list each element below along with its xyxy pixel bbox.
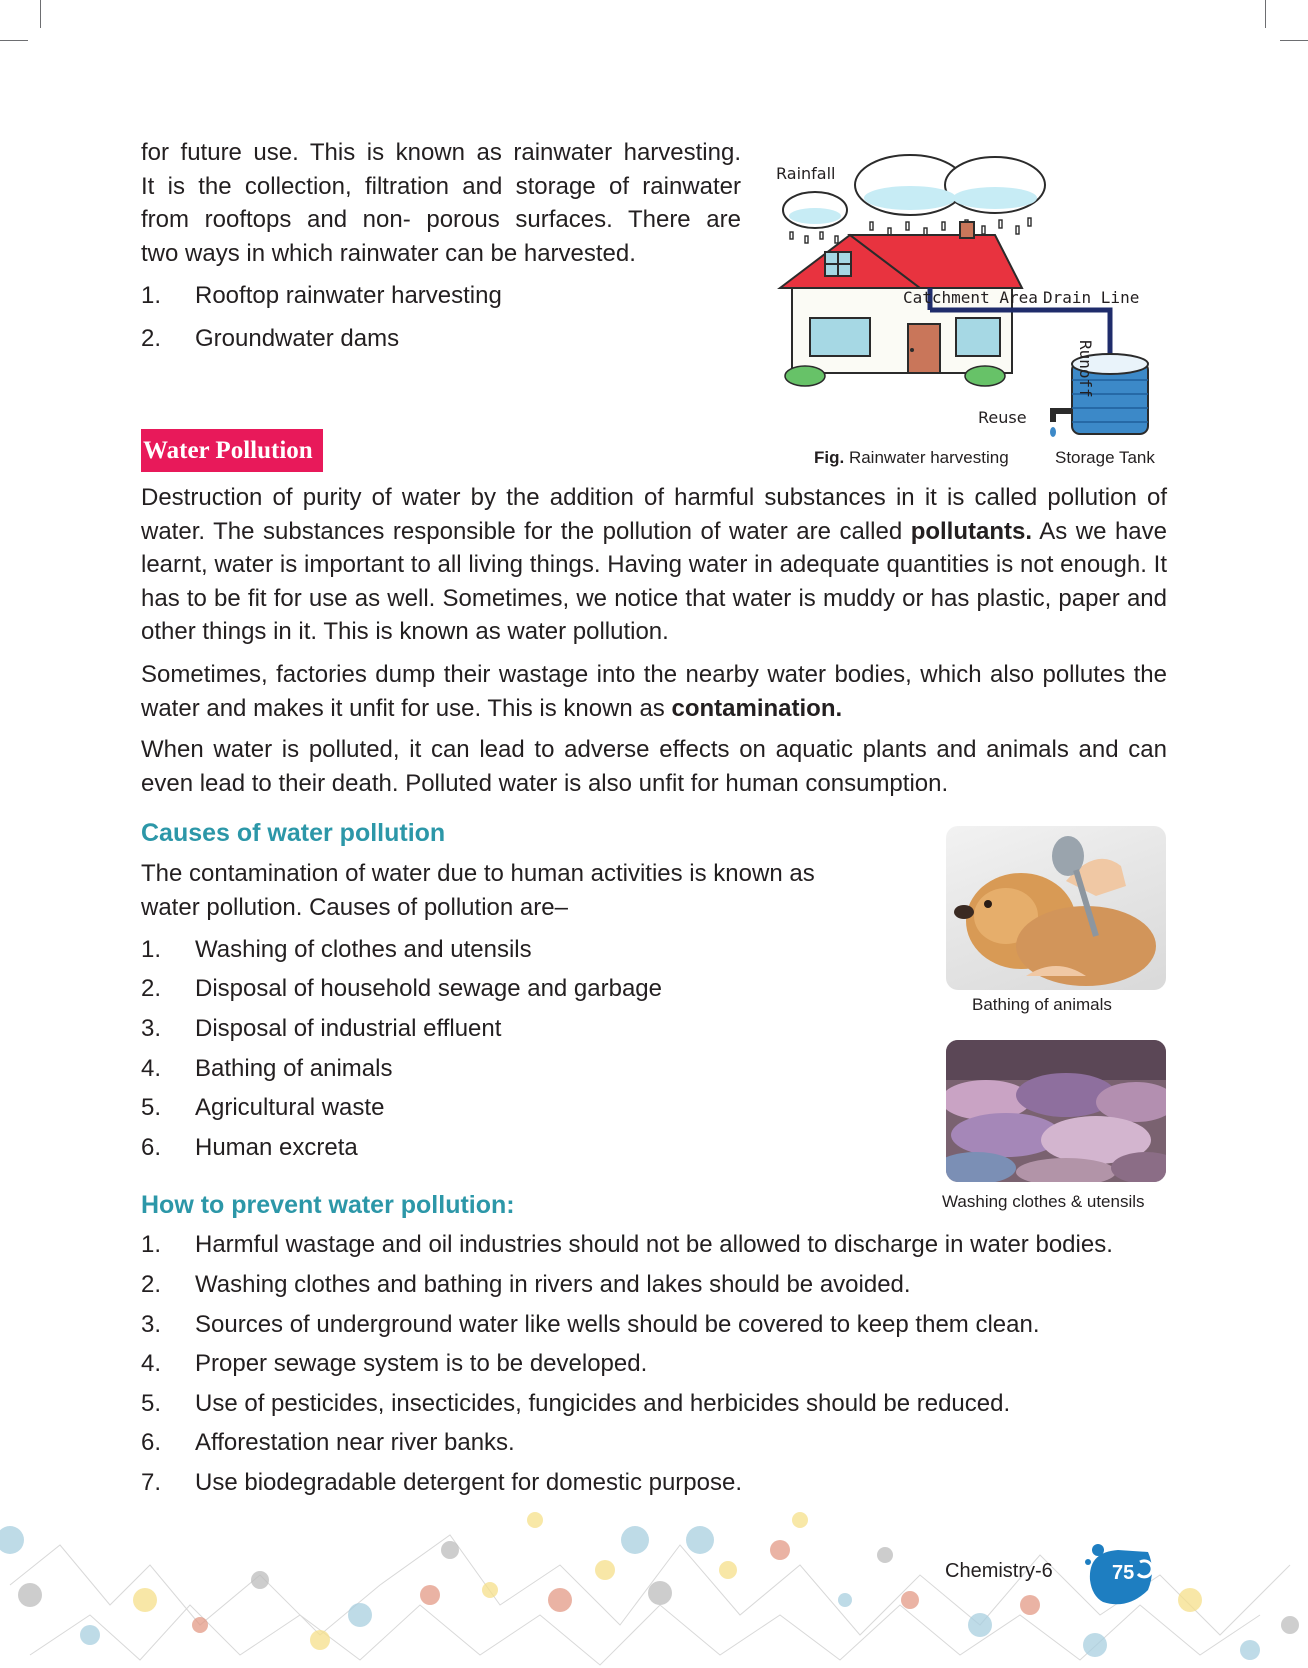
section-tag-water-pollution: Water Pollution bbox=[141, 429, 323, 472]
storage-tank-label: Storage Tank bbox=[1055, 448, 1155, 467]
clothes-caption: Washing clothes & utensils bbox=[942, 1192, 1145, 1211]
rainfall-label: Rainfall bbox=[776, 164, 836, 183]
prevent-heading: How to prevent water pollution: bbox=[141, 1191, 515, 1219]
contamination-term: contamination. bbox=[671, 694, 843, 722]
reuse-label: Reuse bbox=[978, 408, 1027, 427]
intro-line: for future use. This is known as rainwater harvesting. bbox=[141, 139, 741, 166]
catchment-area-label: Catchment Area bbox=[903, 288, 1038, 307]
intro-line: two ways in which rainwater can be harvested. bbox=[141, 239, 636, 267]
causes-heading: Causes of water pollution bbox=[141, 819, 446, 847]
clothes-photo bbox=[946, 1040, 1166, 1182]
figure-caption bbox=[814, 448, 1009, 468]
drain-line-label: Drain Line bbox=[1043, 288, 1140, 307]
intro-paragraph bbox=[141, 136, 741, 270]
crop-mark bbox=[1265, 0, 1266, 28]
causes-intro-line: The contamination of water due to human activities is known as bbox=[141, 860, 815, 887]
p2-text-a: Sometimes, factories dump their wastage into the nearby water bodies, which also pollutes the water and makes it unfit for use. This is known as bbox=[141, 661, 1167, 722]
footer-book-title: Chemistry-6 bbox=[945, 1560, 1053, 1582]
crop-mark bbox=[1280, 40, 1308, 41]
dog-bath-photo bbox=[946, 826, 1166, 990]
pollution-paragraph-3 bbox=[141, 733, 1167, 800]
p1-text-b: As we have learnt, water is important to all living things. Having water in adequate quantities is not enough. It has to be fit for use as well. Sometimes, we notice that water is muddy or has plastic, paper and other things in it. This is known as water pollution. bbox=[141, 517, 1167, 646]
crop-mark bbox=[0, 40, 28, 41]
pollution-paragraph-2 bbox=[141, 658, 1167, 725]
causes-intro-line: water pollution. Causes of pollution are– bbox=[141, 893, 568, 921]
pollutants-term: pollutants. bbox=[910, 517, 1033, 545]
runoff-label: Runoff bbox=[1076, 340, 1095, 398]
page-number: 75 bbox=[1112, 1562, 1135, 1584]
dog-bath-caption: Bathing of animals bbox=[972, 995, 1112, 1014]
p3-text: When water is polluted, it can lead to adverse effects on aquatic plants and animals and can even lead to their death. Polluted water is also unfit for human consumption. bbox=[141, 736, 1167, 797]
figure-caption-prefix: Fig. bbox=[814, 448, 845, 467]
intro-line: It is the collection, filtration and storage of rainwater bbox=[141, 172, 741, 200]
intro-line: from rooftops and non- porous surfaces. There are bbox=[141, 206, 741, 234]
p1-text-a: Destruction of purity of water by the addition of harmful substances in it is called pollution of water. The substances responsible for the pollution of water are called bbox=[141, 484, 1167, 545]
figure-caption-text: Rainwater harvesting bbox=[848, 448, 1009, 467]
crop-mark bbox=[40, 0, 41, 28]
pollution-paragraph-1 bbox=[141, 481, 1167, 649]
causes-intro bbox=[141, 857, 901, 924]
